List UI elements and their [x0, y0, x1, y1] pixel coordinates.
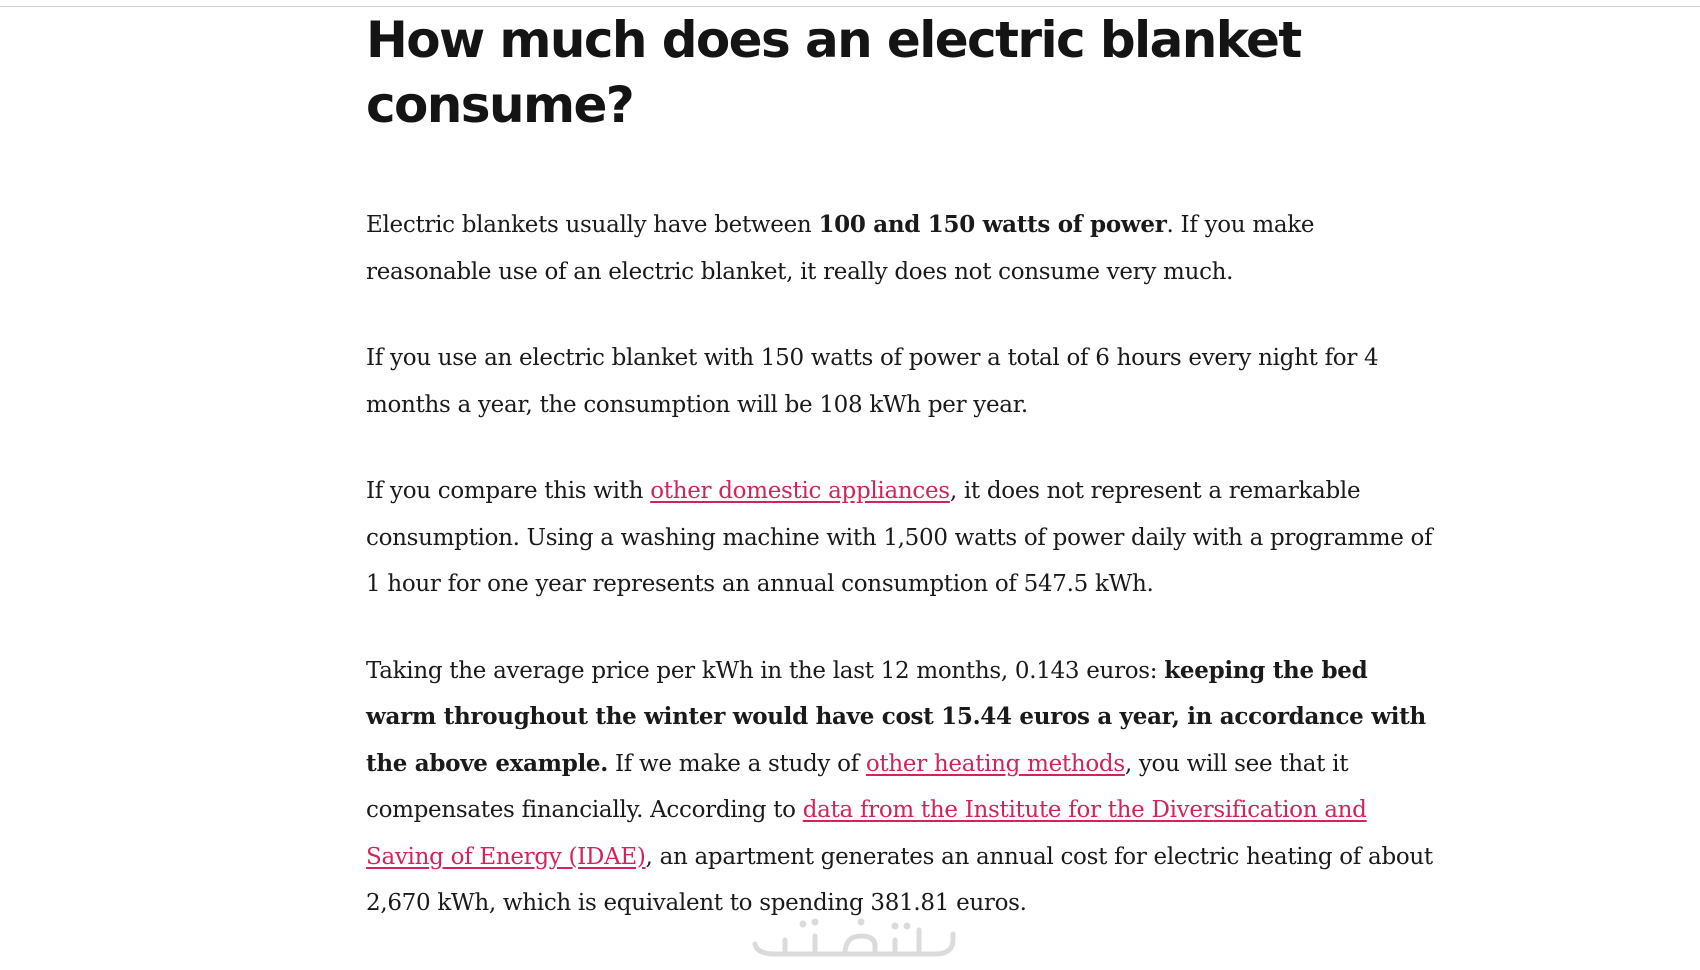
paragraph-comparison-text-start: If you compare this with [366, 478, 651, 504]
top-border-line [0, 6, 1700, 7]
paragraph-comparison [366, 468, 1436, 608]
paragraph-cost-text-end: , an apartment generates an annual cost for electric heating of about 2,670 kWh, which is equivalent to spending 381.81 euros. [366, 843, 1433, 916]
paragraph-comparison-text-end: , it does not represent a remarkable consumption. Using a washing machine with 1,500 watts of power daily with a programme of 1 hour for one year represents an annual consumption of 547.5 kWh. [366, 478, 1433, 597]
paragraph-consumption: If you use an electric blanket with 150 watts of power a total of 6 hours every night for 4 months a year, the consumption will be 108 kWh per year. [366, 345, 1379, 418]
paragraph-power [366, 202, 1436, 295]
paragraph-cost-text-mid-1: If we make a study of [607, 750, 866, 777]
article-body [366, 8, 1436, 927]
watermark-logo-graphic [745, 900, 965, 960]
paragraph-cost [366, 648, 1436, 927]
watermark-logo-icon [745, 900, 965, 960]
article-heading: How much does an electric blanket consume? [366, 11, 1301, 134]
link-idae-data[interactable]: data from the Institute for the Diversification and Saving of Energy (IDAE) [366, 797, 1367, 870]
paragraph-power-text-start: Electric blankets usually have between [366, 212, 819, 238]
paragraph-power-bold: 100 and 150 watts of power [818, 211, 1167, 238]
paragraph-power-text-end: . If you make reasonable use of an electric blanket, it really does not consume very much. [366, 212, 1315, 285]
paragraph-cost-bold: keeping the bed warm throughout the winter would have cost 15.44 euros a year, in accordance with the above example. [366, 656, 1426, 777]
link-other-heating-methods[interactable]: other heating methods [865, 750, 1125, 777]
link-other-domestic-appliances[interactable]: other domestic appliances [650, 478, 950, 504]
paragraph-cost-text-start: Taking the average price per kWh in the last 12 months, 0.143 euros: [366, 657, 1165, 684]
paragraph-cost-text-mid-2: , you will see that it compensates financially. According to [366, 750, 1349, 823]
